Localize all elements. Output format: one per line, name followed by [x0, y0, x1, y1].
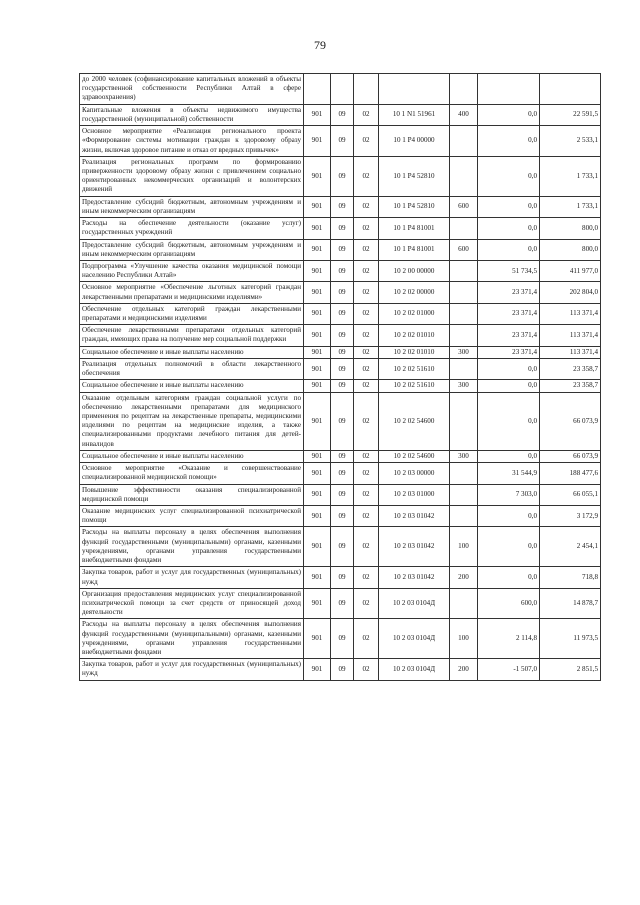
subsection-cell: 02: [354, 450, 379, 462]
total-amount-cell: 66 073,9: [540, 392, 601, 450]
admin-code-cell: 901: [304, 196, 331, 217]
section-cell: 09: [331, 325, 354, 346]
row-name-cell: Повышение эффективности оказания специализированной медицинской помощи: [80, 484, 304, 505]
section-cell: 09: [331, 484, 354, 505]
subsection-cell: 02: [354, 380, 379, 392]
target-article-cell: 10 2 03 00000: [379, 463, 450, 484]
admin-code-cell: 901: [304, 380, 331, 392]
target-article-cell: [379, 74, 450, 105]
section-cell: 09: [331, 358, 354, 379]
expense-type-cell: 200: [450, 659, 478, 680]
row-name-cell: Подпрограмма «Улучшение качества оказания медицинской помощи населению Республики Алтай»: [80, 260, 304, 281]
total-amount-cell: 202 804,0: [540, 282, 601, 303]
table-row: [80, 619, 601, 659]
subsection-cell: [354, 74, 379, 105]
change-amount-cell: 0,0: [478, 104, 540, 125]
total-amount-cell: 3 172,9: [540, 505, 601, 526]
expense-type-cell: [450, 74, 478, 105]
table-row: [80, 450, 601, 462]
change-amount-cell: 51 734,5: [478, 260, 540, 281]
section-cell: 09: [331, 196, 354, 217]
section-cell: 09: [331, 126, 354, 157]
total-amount-cell: 23 358,7: [540, 358, 601, 379]
change-amount-cell: 2 114,8: [478, 619, 540, 659]
change-amount-cell: 0,0: [478, 392, 540, 450]
total-amount-cell: 800,0: [540, 239, 601, 260]
subsection-cell: 02: [354, 325, 379, 346]
total-amount-cell: 1 733,1: [540, 156, 601, 196]
change-amount-cell: 0,0: [478, 380, 540, 392]
row-name-cell: Реализация региональных программ по формированию приверженности здоровому образу жизни с привлечением социально ориентированных некоммерческих организаций и волонтерских движений: [80, 156, 304, 196]
row-name-cell: Основное мероприятие «Обеспечение льготных категорий граждан лекарственными препаратами и медицинскими изделиями»: [80, 282, 304, 303]
change-amount-cell: [478, 74, 540, 105]
section-cell: 09: [331, 588, 354, 619]
target-article-cell: 10 2 03 01042: [379, 527, 450, 567]
target-article-cell: 10 2 03 0104Д: [379, 588, 450, 619]
target-article-cell: 10 2 02 01000: [379, 303, 450, 324]
subsection-cell: 02: [354, 104, 379, 125]
row-name-cell: Организация предоставления медицинских услуг специализированной психиатрической помощи за счет средств от приносящей доход деятельности: [80, 588, 304, 619]
total-amount-cell: 11 973,5: [540, 619, 601, 659]
total-amount-cell: 66 055,1: [540, 484, 601, 505]
expense-type-cell: [450, 325, 478, 346]
row-name-cell: Основное мероприятие «Оказание и совершенствование специализированной медицинской помощи»: [80, 463, 304, 484]
table-row: [80, 74, 601, 105]
section-cell: 09: [331, 527, 354, 567]
admin-code-cell: 901: [304, 484, 331, 505]
target-article-cell: 10 2 03 01042: [379, 567, 450, 588]
total-amount-cell: 2 533,1: [540, 126, 601, 157]
expense-type-cell: [450, 282, 478, 303]
subsection-cell: 02: [354, 484, 379, 505]
expense-type-cell: 200: [450, 567, 478, 588]
row-name-cell: Социальное обеспечение и иные выплаты населению: [80, 346, 304, 358]
target-article-cell: 10 1 N1 51961: [379, 104, 450, 125]
row-name-cell: Социальное обеспечение и иные выплаты населению: [80, 450, 304, 462]
table-row: [80, 126, 601, 157]
section-cell: [331, 74, 354, 105]
section-cell: 09: [331, 218, 354, 239]
subsection-cell: 02: [354, 156, 379, 196]
change-amount-cell: -1 507,0: [478, 659, 540, 680]
target-article-cell: 10 2 03 01042: [379, 505, 450, 526]
table-row: [80, 567, 601, 588]
change-amount-cell: 0,0: [478, 196, 540, 217]
admin-code-cell: 901: [304, 325, 331, 346]
target-article-cell: 10 1 P4 81001: [379, 239, 450, 260]
table-row: [80, 104, 601, 125]
row-name-cell: Обеспечение лекарственными препаратами отдельных категорий граждан, имеющих права на получение мер социальной поддержки: [80, 325, 304, 346]
subsection-cell: 02: [354, 260, 379, 281]
total-amount-cell: 800,0: [540, 218, 601, 239]
row-name-cell: Оказание отдельным категориям граждан социальной услуги по обеспечению лекарственными препаратами для медицинского применения по рецептам на лекарственные препараты, медицинскими изделиями по рецептам на медицинские изделия, а также специализированными продуктами лечебного питания для детей-инвалидов: [80, 392, 304, 450]
row-name-cell: Оказание медицинских услуг специализированной психиатрической помощи: [80, 505, 304, 526]
table-row: [80, 659, 601, 680]
expense-type-cell: 600: [450, 239, 478, 260]
expense-type-cell: [450, 505, 478, 526]
change-amount-cell: 0,0: [478, 358, 540, 379]
admin-code-cell: 901: [304, 450, 331, 462]
expense-type-cell: 300: [450, 346, 478, 358]
change-amount-cell: 23 371,4: [478, 325, 540, 346]
target-article-cell: 10 2 00 00000: [379, 260, 450, 281]
row-name-cell: Предоставление субсидий бюджетным, автономным учреждениям и иным некоммерческим организациям: [80, 239, 304, 260]
subsection-cell: 02: [354, 619, 379, 659]
section-cell: 09: [331, 567, 354, 588]
table-row: [80, 346, 601, 358]
total-amount-cell: 23 358,7: [540, 380, 601, 392]
section-cell: 09: [331, 282, 354, 303]
admin-code-cell: 901: [304, 659, 331, 680]
table-row: [80, 588, 601, 619]
expense-type-cell: 300: [450, 380, 478, 392]
expense-type-cell: [450, 588, 478, 619]
row-name-cell: Закупка товаров, работ и услуг для государственных (муниципальных) нужд: [80, 567, 304, 588]
admin-code-cell: 901: [304, 392, 331, 450]
expense-type-cell: [450, 218, 478, 239]
expense-type-cell: 400: [450, 104, 478, 125]
subsection-cell: 02: [354, 282, 379, 303]
table-row: [80, 239, 601, 260]
row-name-cell: Обеспечение отдельных категорий граждан лекарственными препаратами и медицинскими изделиями: [80, 303, 304, 324]
expense-type-cell: [450, 463, 478, 484]
target-article-cell: 10 2 03 0104Д: [379, 619, 450, 659]
admin-code-cell: 901: [304, 104, 331, 125]
subsection-cell: 02: [354, 505, 379, 526]
admin-code-cell: 901: [304, 126, 331, 157]
admin-code-cell: 901: [304, 588, 331, 619]
change-amount-cell: 23 371,4: [478, 282, 540, 303]
table-row: [80, 505, 601, 526]
admin-code-cell: 901: [304, 358, 331, 379]
section-cell: 09: [331, 659, 354, 680]
target-article-cell: 10 2 03 01000: [379, 484, 450, 505]
target-article-cell: 10 2 02 54600: [379, 450, 450, 462]
subsection-cell: 02: [354, 527, 379, 567]
table-row: [80, 218, 601, 239]
target-article-cell: 10 1 P4 52810: [379, 156, 450, 196]
subsection-cell: 02: [354, 392, 379, 450]
total-amount-cell: 411 977,0: [540, 260, 601, 281]
admin-code-cell: 901: [304, 346, 331, 358]
admin-code-cell: 901: [304, 527, 331, 567]
table-row: [80, 380, 601, 392]
change-amount-cell: 31 544,9: [478, 463, 540, 484]
change-amount-cell: 600,0: [478, 588, 540, 619]
row-name-cell: до 2000 человек (софинансирование капитальных вложений в объекты государственной собственности Республики Алтай в сфере здравоохранения): [80, 74, 304, 105]
change-amount-cell: 0,0: [478, 239, 540, 260]
target-article-cell: 10 2 02 01010: [379, 346, 450, 358]
section-cell: 09: [331, 156, 354, 196]
total-amount-cell: 66 073,9: [540, 450, 601, 462]
change-amount-cell: 0,0: [478, 527, 540, 567]
total-amount-cell: 113 371,4: [540, 303, 601, 324]
subsection-cell: 02: [354, 358, 379, 379]
table-row: [80, 358, 601, 379]
table-row: [80, 527, 601, 567]
subsection-cell: 02: [354, 463, 379, 484]
table-row: [80, 156, 601, 196]
admin-code-cell: 901: [304, 239, 331, 260]
target-article-cell: 10 2 02 51610: [379, 380, 450, 392]
admin-code-cell: 901: [304, 463, 331, 484]
expense-type-cell: 100: [450, 619, 478, 659]
total-amount-cell: 2 851,5: [540, 659, 601, 680]
section-cell: 09: [331, 104, 354, 125]
subsection-cell: 02: [354, 346, 379, 358]
row-name-cell: Расходы на выплаты персоналу в целях обеспечения выполнения функций государственными (муниципальными) органами, казенными учреждениями, органами управления государственными внебюджетными фондами: [80, 527, 304, 567]
target-article-cell: 10 1 P4 81001: [379, 218, 450, 239]
total-amount-cell: [540, 74, 601, 105]
row-name-cell: Основное мероприятие «Реализация регионального проекта «Формирование системы мотивации граждан к здоровому образу жизни, включая здоровое питание и отказ от вредных привычек»: [80, 126, 304, 157]
target-article-cell: 10 2 03 0104Д: [379, 659, 450, 680]
row-name-cell: Расходы на обеспечение деятельности (оказание услуг) государственных учреждений: [80, 218, 304, 239]
expense-type-cell: [450, 260, 478, 281]
row-name-cell: Реализация отдельных полномочий в области лекарственного обеспечения: [80, 358, 304, 379]
target-article-cell: 10 2 02 00000: [379, 282, 450, 303]
admin-code-cell: 901: [304, 303, 331, 324]
change-amount-cell: 0,0: [478, 450, 540, 462]
expense-type-cell: [450, 303, 478, 324]
section-cell: 09: [331, 450, 354, 462]
target-article-cell: 10 1 P4 52810: [379, 196, 450, 217]
expense-type-cell: [450, 126, 478, 157]
change-amount-cell: 0,0: [478, 567, 540, 588]
total-amount-cell: 1 733,1: [540, 196, 601, 217]
total-amount-cell: 2 454,1: [540, 527, 601, 567]
admin-code-cell: 901: [304, 218, 331, 239]
change-amount-cell: 0,0: [478, 505, 540, 526]
table-row: [80, 196, 601, 217]
change-amount-cell: 23 371,4: [478, 346, 540, 358]
expense-type-cell: 100: [450, 527, 478, 567]
expense-type-cell: [450, 156, 478, 196]
row-name-cell: Закупка товаров, работ и услуг для государственных (муниципальных) нужд: [80, 659, 304, 680]
change-amount-cell: 0,0: [478, 126, 540, 157]
subsection-cell: 02: [354, 588, 379, 619]
table-row: [80, 303, 601, 324]
expense-type-cell: [450, 484, 478, 505]
table-row: [80, 484, 601, 505]
change-amount-cell: 7 303,0: [478, 484, 540, 505]
section-cell: 09: [331, 392, 354, 450]
target-article-cell: 10 2 02 54600: [379, 392, 450, 450]
admin-code-cell: 901: [304, 282, 331, 303]
section-cell: 09: [331, 239, 354, 260]
target-article-cell: 10 1 P4 00000: [379, 126, 450, 157]
section-cell: 09: [331, 380, 354, 392]
total-amount-cell: 22 591,5: [540, 104, 601, 125]
subsection-cell: 02: [354, 196, 379, 217]
admin-code-cell: 901: [304, 567, 331, 588]
row-name-cell: Социальное обеспечение и иные выплаты населению: [80, 380, 304, 392]
section-cell: 09: [331, 346, 354, 358]
budget-table: [79, 73, 601, 681]
row-name-cell: Расходы на выплаты персоналу в целях обеспечения выполнения функций государственными (муниципальными) органами, казенными учреждениями, органами управления государственными внебюджетными фондами: [80, 619, 304, 659]
section-cell: 09: [331, 463, 354, 484]
total-amount-cell: 14 878,7: [540, 588, 601, 619]
section-cell: 09: [331, 303, 354, 324]
subsection-cell: 02: [354, 218, 379, 239]
subsection-cell: 02: [354, 126, 379, 157]
change-amount-cell: 0,0: [478, 218, 540, 239]
subsection-cell: 02: [354, 303, 379, 324]
page-number: 79: [314, 38, 326, 52]
subsection-cell: 02: [354, 659, 379, 680]
expense-type-cell: 600: [450, 196, 478, 217]
admin-code-cell: [304, 74, 331, 105]
admin-code-cell: 901: [304, 505, 331, 526]
total-amount-cell: 113 371,4: [540, 325, 601, 346]
admin-code-cell: 901: [304, 156, 331, 196]
admin-code-cell: 901: [304, 619, 331, 659]
section-cell: 09: [331, 505, 354, 526]
table-row: [80, 282, 601, 303]
change-amount-cell: 0,0: [478, 156, 540, 196]
table-row: [80, 325, 601, 346]
table-row: [80, 392, 601, 450]
row-name-cell: Предоставление субсидий бюджетным, автономным учреждениям и иным некоммерческим организациям: [80, 196, 304, 217]
section-cell: 09: [331, 619, 354, 659]
expense-type-cell: [450, 392, 478, 450]
table-row: [80, 463, 601, 484]
row-name-cell: Капитальные вложения в объекты недвижимого имущества государственной (муниципальной) собственности: [80, 104, 304, 125]
table-row: [80, 260, 601, 281]
expense-type-cell: [450, 358, 478, 379]
target-article-cell: 10 2 02 51610: [379, 358, 450, 379]
expense-type-cell: 300: [450, 450, 478, 462]
section-cell: 09: [331, 260, 354, 281]
total-amount-cell: 188 477,6: [540, 463, 601, 484]
target-article-cell: 10 2 02 01010: [379, 325, 450, 346]
change-amount-cell: 23 371,4: [478, 303, 540, 324]
subsection-cell: 02: [354, 239, 379, 260]
total-amount-cell: 718,8: [540, 567, 601, 588]
admin-code-cell: 901: [304, 260, 331, 281]
subsection-cell: 02: [354, 567, 379, 588]
total-amount-cell: 113 371,4: [540, 346, 601, 358]
